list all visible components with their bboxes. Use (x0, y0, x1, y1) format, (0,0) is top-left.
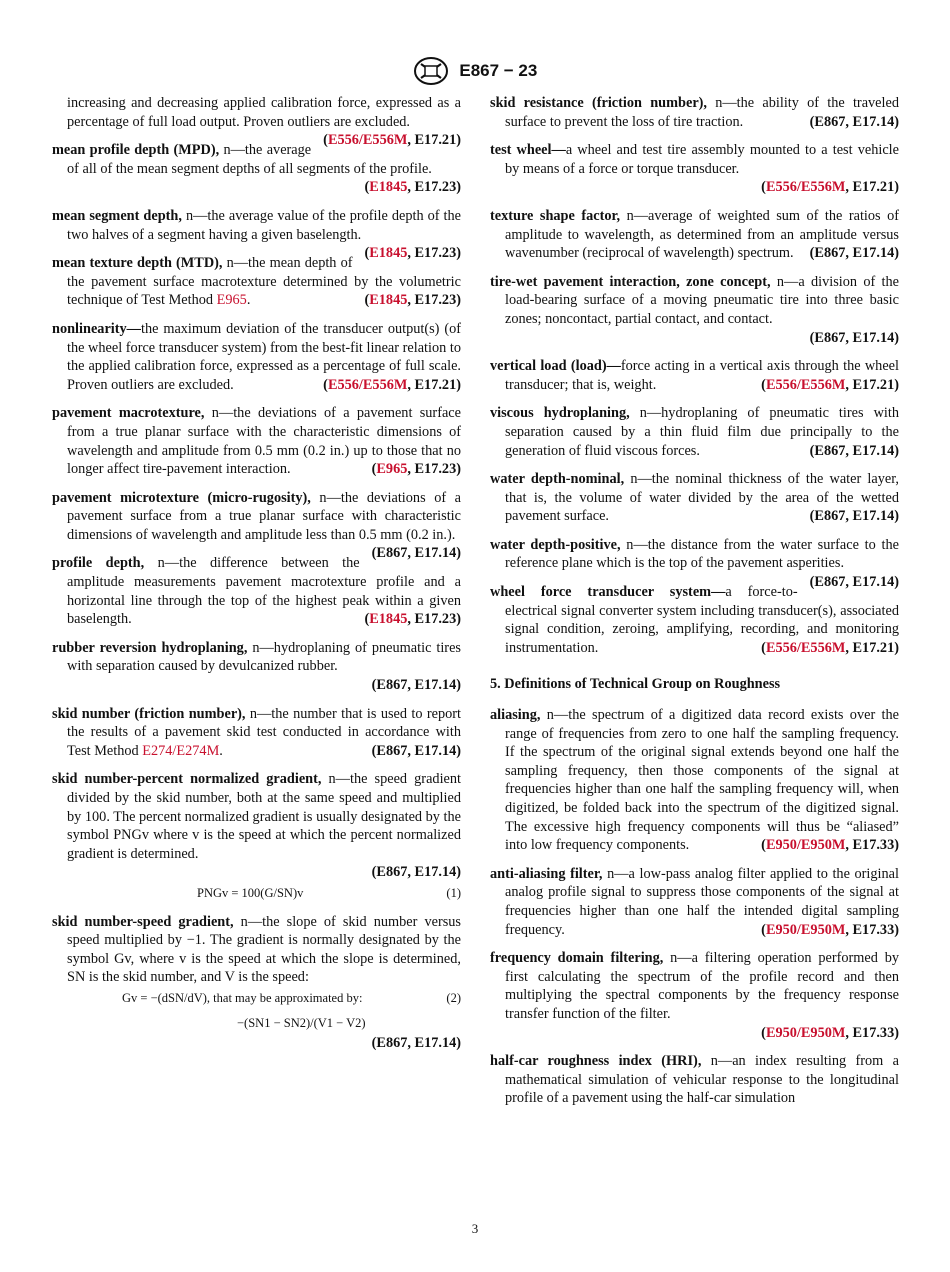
citation: (E867, E17.14) (809, 113, 899, 130)
ref-link[interactable]: E556/E556M (765, 639, 846, 656)
term: pavement microtexture (micro-rugosity), (52, 489, 311, 506)
term: skid number-percent normalized gradient, (52, 771, 322, 788)
citation: (E867, E17.14) (809, 245, 899, 262)
ref-link[interactable]: E1845 (369, 179, 408, 196)
ref-link[interactable]: E1845 (369, 611, 408, 628)
page-header (0, 56, 950, 86)
term: viscous hydroplaning, (490, 405, 630, 422)
citation: (E867, E17.14) (371, 1035, 461, 1052)
ref-link[interactable]: E556/E556M (327, 132, 408, 149)
term: frequency domain filtering, (490, 950, 664, 967)
citation: (E556/E556M, E17.21) (761, 639, 899, 656)
definition-water-depth-nominal: water depth-nominal, n—the nominal thickness of the water layer, that is, the volume of water divided by the area of the wetted pavement surface. (E867, E17.14) (490, 471, 899, 525)
citation: (E950/E950M, E17.33) (761, 1024, 899, 1041)
term: rubber reversion hydroplaning, (52, 639, 248, 656)
definition-mean-profile-depth: mean profile depth (MPD), n—the average of all of the mean segment depths of all segments of the profile. (E1845, E17.23) (52, 142, 461, 196)
ref-link[interactable]: E1845 (369, 292, 408, 309)
term: pavement macrotexture, (52, 405, 205, 422)
entry-continuation: increasing and decreasing applied calibration force, expressed as a percentage of full load output. Proven outliers are excluded. (E556/E556M, E17.21) (67, 95, 461, 149)
definition-pavement-microtexture: pavement microtexture (micro-rugosity), n—the deviations of a pavement surface from a true planar surface with characteristic dimensions of wavelength and amplitude less than 0.5 mm (0.2 in.). (E867, E17.14) (52, 489, 461, 562)
term: mean texture depth (MTD), (52, 255, 223, 272)
definition-skid-number: skid number (friction number), n—the number that is used to report the results of a pavement skid test conducted in accordance with Test Method E274/E274M. (E867, E17.14) (52, 705, 461, 759)
citation: (E950/E950M, E17.33) (761, 921, 899, 938)
citation: (E1845, E17.23) (364, 245, 461, 262)
term: anti-aliasing filter, (490, 865, 603, 882)
term: vertical load (load)— (490, 358, 621, 375)
citation: (E867, E17.14) (809, 442, 899, 459)
ref-link[interactable]: E950/E950M (765, 837, 846, 854)
citation: (E1845, E17.23) (364, 292, 461, 309)
definition-mean-texture-depth: mean texture depth (MTD), n—the mean depth of the pavement surface macrotexture determined by the volumetric technique of Test Method E965. (E1845, E17.23) (52, 255, 461, 309)
term: skid resistance (friction number), (490, 95, 708, 111)
ref-link[interactable]: E556/E556M (327, 376, 408, 393)
definition-frequency-domain-filtering: frequency domain filtering, n—a filtering operation performed by first calculating the spectrum of the profile record and then multiplying the spectral components by the frequency response transfer function of the filter. (E950/E950M, E17.33) (490, 950, 899, 1041)
term: wheel force transducer system— (490, 584, 726, 601)
astm-logo-icon (413, 56, 449, 86)
citation: (E1845, E17.23) (364, 179, 461, 196)
definition-test-wheel: test wheel—a wheel and test tire assembly mounted to a test vehicle by means of a force or torque transducer. (E556/E556M, E17.21) (490, 142, 899, 196)
right-column (490, 94, 899, 1118)
equation-1 (67, 884, 461, 903)
equation-expression: Gv = −(dSN/dV), that may be approximated by: (122, 990, 363, 1005)
citation: (E1845, E17.23) (364, 611, 461, 628)
citation: (E950/E950M, E17.33) (761, 837, 899, 854)
term: test wheel— (490, 142, 566, 159)
definition-mean-segment-depth: mean segment depth, n—the average value of the profile depth of the two halves of a segment having a given baselength. (E1845, E17.23) (52, 207, 461, 262)
equation-number: (1) (446, 885, 461, 900)
ref-link[interactable]: E274/E274M (142, 742, 220, 759)
definition-texture-shape-factor: texture shape factor, n—average of weighted sum of the ratios of amplitude to wavelength, as determined from an amplitude versus wavenumber (reciprocal of wavelength) spectrum. (E867, E17.14) (490, 207, 899, 262)
term: water depth-positive, (490, 536, 621, 553)
term: texture shape factor, (490, 207, 621, 224)
ref-link[interactable]: E950/E950M (765, 921, 846, 938)
term: mean profile depth (MPD), (52, 142, 220, 159)
term: profile depth, (52, 555, 145, 572)
citation: (E556/E556M, E17.21) (323, 376, 461, 393)
ref-link[interactable]: E965 (216, 292, 247, 309)
definition-vertical-load: vertical load (load)—force acting in a vertical axis through the wheel transducer; that is, weight. (E556/E556M, E17.21) (490, 358, 899, 393)
definition-water-depth-positive: water depth-positive, n—the distance from the water surface to the reference plane which is the top of the pavement asperities. (E867, E17.14) (490, 536, 899, 591)
citation: (E867, E17.14) (371, 864, 461, 881)
definition-skid-number-speed-gradient: skid number-speed gradient, n—the slope of skid number versus speed multiplied by −1. The gradient is normally designated by the symbol Gv, where v is the speed at which the slope is determined, SN is the skid number, and V is the speed: Gv = −(dSN/dV), that may be approximated by: (2) −(SN1 − SN2)/(V1 − V2) (E867, E17.14) (52, 913, 461, 1052)
definition-wheel-force-transducer-system: wheel force transducer system—a force-to-electrical signal converter system including transducer(s), associated signal condition, zeroing, amplifying, recording, and monitoring instrumentation. (E556/E556M, E17.21) (490, 584, 899, 656)
definition-skid-resistance: skid resistance (friction number), n—the ability of the traveled surface to prevent the loss of tire traction. (E867, E17.14) (490, 95, 899, 130)
citation: (E867, E17.14) (809, 574, 899, 591)
equation-2 (67, 989, 461, 1008)
citation: (E867, E17.14) (809, 508, 899, 525)
definition-viscous-hydroplaning: viscous hydroplaning, n—hydroplaning of pneumatic tires with separation caused by a thin fluid film due principally to the generation of fluid viscous forces. (E867, E17.14) (490, 405, 899, 459)
equation-2-continuation: −(SN1 − SN2)/(V1 − V2) (237, 1015, 366, 1030)
ref-link[interactable]: E950/E950M (765, 1024, 846, 1041)
ref-link[interactable]: E556/E556M (765, 179, 846, 196)
term: skid number-speed gradient, (52, 913, 234, 930)
ref-link[interactable]: E556/E556M (765, 376, 846, 393)
term: nonlinearity— (52, 320, 141, 337)
citation: (E867, E17.14) (371, 545, 461, 562)
equation-expression: PNGv = 100(G/SN)v (197, 885, 304, 900)
definition-half-car-roughness-index: half-car roughness index (HRI), n—an index resulting from a mathematical simulation of vehicular response to the longitudinal profile of a pavement using the half-car simulation (490, 1053, 899, 1107)
term: tire-wet pavement interaction, zone concept, (490, 273, 771, 290)
definition-pavement-macrotexture: pavement macrotexture, n—the deviations of a pavement surface from a true planar surface with the characteristic dimensions of wavelength and amplitude from 0.5 mm (0.2 in.) up to those that no longer affect tire-pavement interaction. (E965, E17.23) (52, 405, 461, 478)
definition-zone-concept: tire-wet pavement interaction, zone concept, n—a division of the load-bearing surface of a moving pneumatic tire into three basic zones; noncontact, partial contact, and contact. (E867, E17.14) (490, 273, 899, 346)
citation: (E965, E17.23) (371, 461, 461, 478)
term: mean segment depth, (52, 207, 182, 224)
citation: (E867, E17.14) (371, 677, 461, 694)
citation: (E867, E17.14) (809, 329, 899, 346)
definition-profile-depth: profile depth, n—the difference between the amplitude measurements pavement macrotexture profile and a horizontal line through the top of the highest peak within a given baselength. (E1845, E17.23) (52, 555, 461, 628)
definition-nonlinearity: nonlinearity—the maximum deviation of the transducer output(s) (of the wheel force transducer system) from the best-fit linear relation to the applied calibration force, expressed as a percentage of full scale. Proven outliers are excluded. (E556/E556M, E17.21) (52, 320, 461, 393)
citation: (E556/E556M, E17.21) (761, 179, 899, 196)
term: skid number (friction number), (52, 705, 246, 722)
ref-link[interactable]: E1845 (369, 245, 408, 262)
definition-skid-number-percent-normalized-gradient: skid number-percent normalized gradient, n—the speed gradient divided by the skid number, both at the same speed and multiplied by 100. The percent normalized gradient is usually designated by the symbol PNGv where v is the speed at which the percent normalized gradient is determined. (E867, E17.14) PNGv = 100(G/SN)v (1) (52, 770, 461, 902)
citation: (E556/E556M, E17.21) (323, 132, 461, 149)
page-number: 3 (471, 1221, 479, 1236)
section-heading: 5. Definitions of Technical Group on Roughness (490, 676, 781, 693)
definition-rubber-reversion-hydroplaning: rubber reversion hydroplaning, n—hydroplaning of pneumatic tires with separation caused by devulcanized rubber. (E867, E17.14) (52, 639, 461, 694)
left-column (52, 94, 461, 1063)
citation: (E867, E17.14) (371, 742, 461, 759)
term: aliasing, (490, 707, 541, 724)
equation-number: (2) (446, 990, 461, 1005)
citation: (E556/E556M, E17.21) (761, 376, 899, 393)
ref-link[interactable]: E965 (376, 461, 408, 478)
definition-aliasing: aliasing, n—the spectrum of a digitized data record exists over the range of frequencies from zero to one half the sampling frequency. If the spectrum of the original signal extends beyond one half the sampling frequency, then those components of the signal at frequencies higher than one half the sampling frequency will, when digitized, be folded back into the spectrum of the digitized signal. The excessive high frequency components will thus be “aliased” into low frequency components. (E950/E950M, E17.33) (490, 707, 899, 854)
definition-anti-aliasing-filter: anti-aliasing filter, n—a low-pass analog filter applied to the original analog profile signal to suppress those components of the signal at frequencies higher than one half the intended digital sampling frequency. (E950/E950M, E17.33) (490, 865, 899, 938)
document-id: E867 − 23 (459, 61, 538, 80)
term: water depth-nominal, (490, 471, 625, 488)
term: half-car roughness index (HRI), (490, 1053, 702, 1070)
